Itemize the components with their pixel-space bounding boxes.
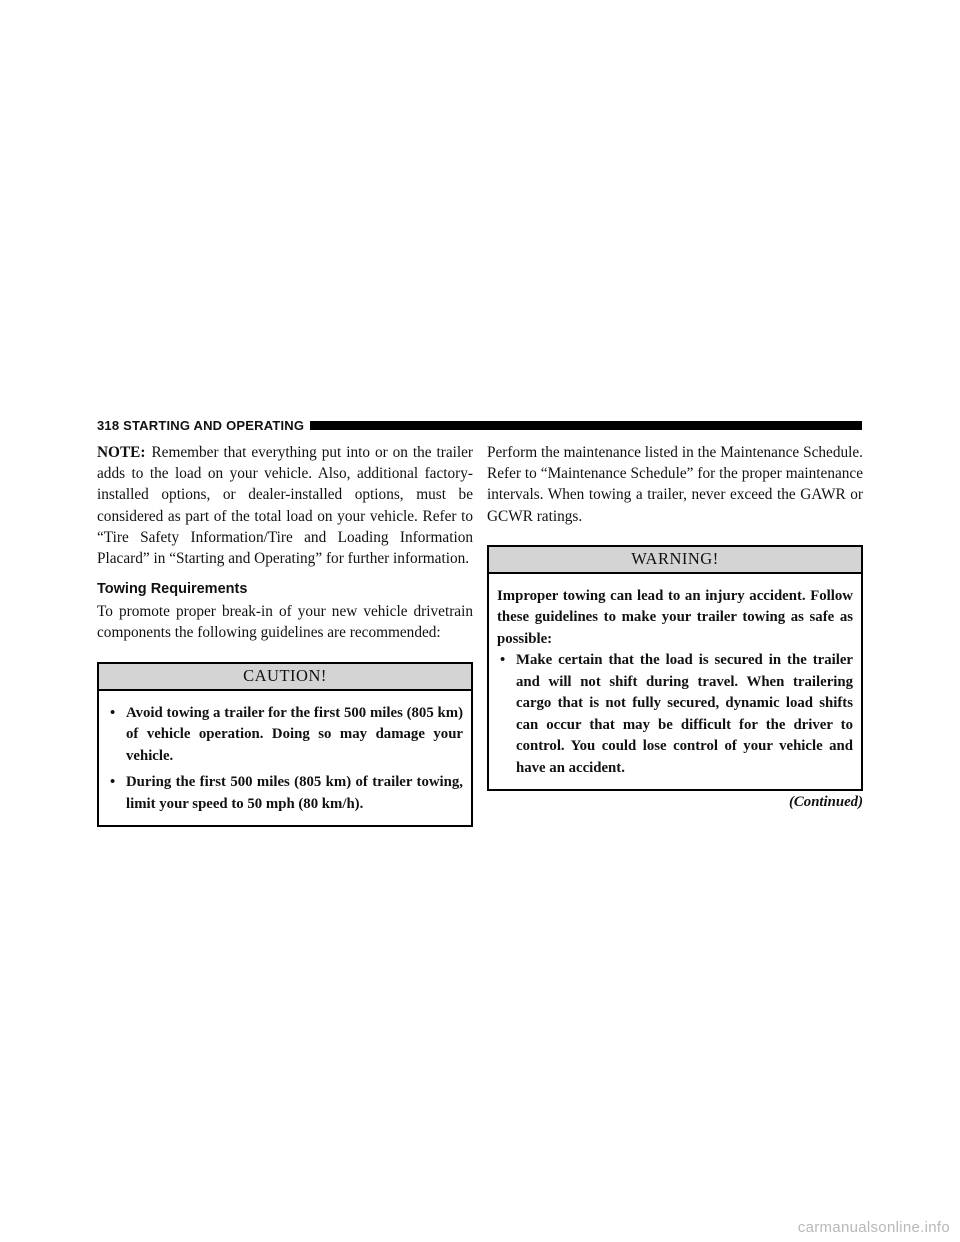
- warning-item-text: Make certain that the load is secured in the trailer and will not shift during travel. When trailering cargo that is not fully secured, dynamic load shifts can occur that may be difficult for the driver to control. You could lose control of your vehicle and have an accident.: [516, 652, 853, 776]
- note-label: NOTE:: [97, 444, 146, 461]
- warning-body: [489, 574, 861, 790]
- caution-item: [107, 703, 463, 768]
- caution-item: [107, 772, 463, 815]
- bullet-icon: •: [110, 704, 116, 721]
- page-number-section-title: 318 STARTING AND OPERATING: [97, 418, 305, 433]
- continued-label: (Continued): [789, 794, 863, 811]
- warning-list: [497, 650, 853, 779]
- warning-box: [487, 545, 863, 792]
- site-watermark: carmanualsonline.info: [797, 1219, 950, 1236]
- right-column: [487, 442, 863, 811]
- left-column: [97, 442, 473, 827]
- warning-intro: Improper towing can lead to an injury accident. Follow these guidelines to make your trailer towing as safe as possible:: [497, 587, 853, 647]
- caution-item-text: During the first 500 miles (805 km) of trailer towing, limit your speed to 50 mph (80 km/h).: [126, 774, 463, 812]
- towing-intro-paragraph: To promote proper break-in of your new vehicle drivetrain components the following guidelines are recommended:: [97, 603, 473, 642]
- note-text: Remember that everything put into or on the trailer adds to the load on your vehicle. Also, additional factory-installed options, or dealer-installed options, must be considered as part of the total load on your vehicle. Refer to “Tire Safety Information/Tire and Loading Information Placard” in “Starting and Operating” for further information.: [97, 444, 473, 568]
- section-heading: Towing Requirements: [97, 581, 248, 598]
- caution-item-text: Avoid towing a trailer for the first 500 miles (805 km) of vehicle operation. Doing so may damage your vehicle.: [126, 704, 463, 764]
- warning-title: WARNING!: [489, 547, 861, 574]
- header-rule-bar: [310, 421, 862, 430]
- maintenance-paragraph: Perform the maintenance listed in the Maintenance Schedule. Refer to “Maintenance Schedule” for the proper maintenance intervals. When towing a trailer, never exceed the GAWR or GCWR ratings.: [487, 444, 863, 525]
- caution-body: [99, 691, 471, 826]
- page-header: [97, 418, 862, 434]
- caution-list: [107, 703, 463, 816]
- bullet-icon: •: [110, 774, 116, 791]
- caution-title: CAUTION!: [99, 664, 471, 691]
- warning-item: [497, 650, 853, 779]
- caution-box: [97, 662, 473, 828]
- bullet-icon: •: [500, 652, 506, 669]
- note-paragraph: [97, 442, 473, 569]
